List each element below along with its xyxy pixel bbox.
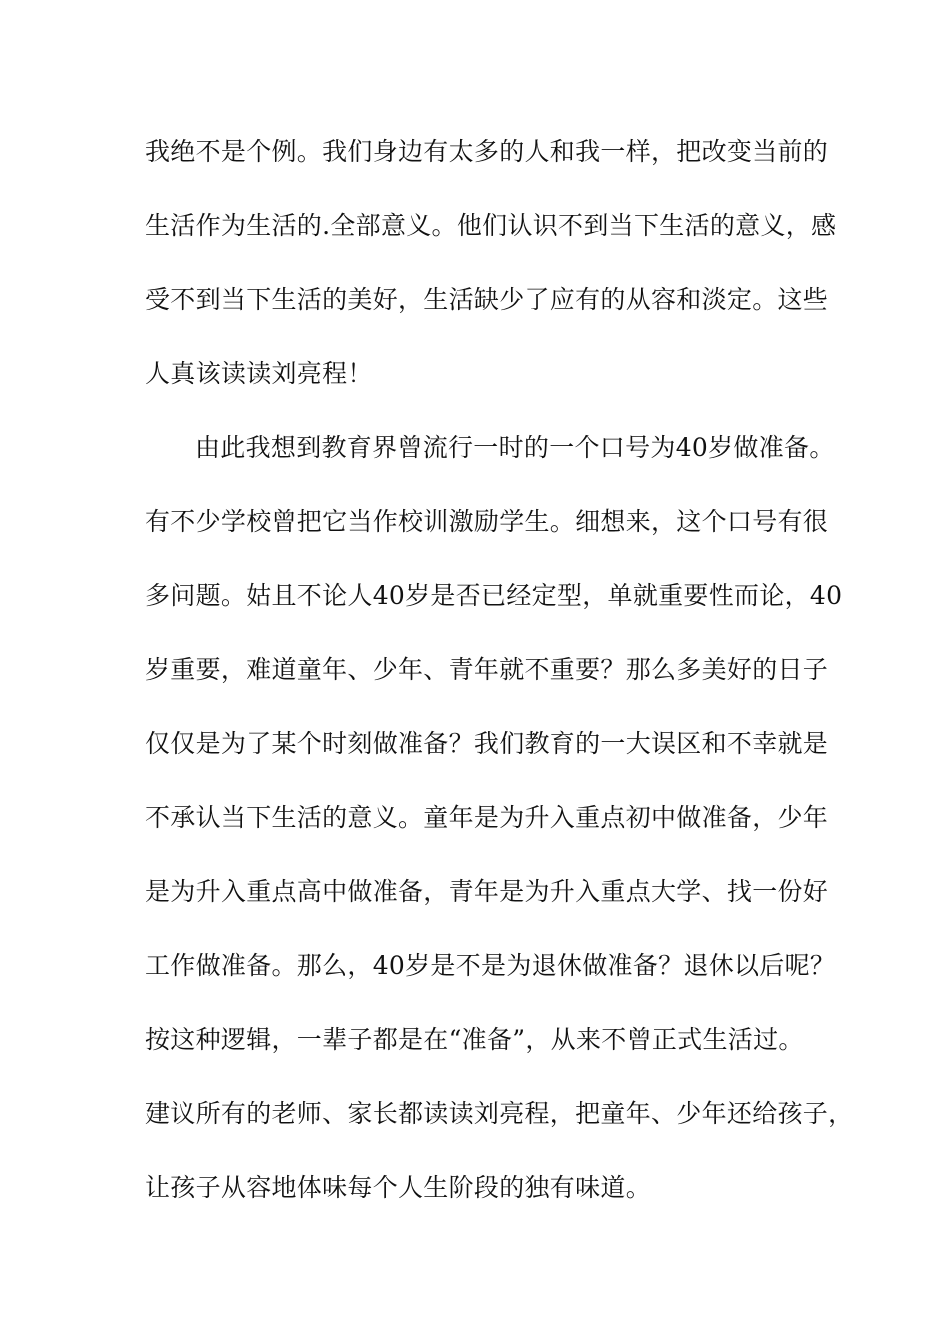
- paragraph-2: [145, 423, 854, 1237]
- text-line: 由此我想到教育界曾流行一时的一个口号为40岁做准备。: [195, 433, 835, 462]
- text-line: 岁重要，难道童年、少年、青年就不重要？那么多美好的日子: [145, 655, 829, 684]
- text-line: 多问题。姑且不论人40岁是否已经定型，单就重要性而论，40: [145, 581, 843, 610]
- text-line: 有不少学校曾把它当作校训激励学生。细想来，这个口号有很: [145, 507, 829, 536]
- text-line: 生活作为生活的.全部意义。他们认识不到当下生活的意义，感: [145, 211, 837, 240]
- text-line: 仅仅是为了某个时刻做准备？我们教育的一大误区和不幸就是: [145, 729, 829, 758]
- text-line: 建议所有的老师、家长都读读刘亮程，把童年、少年还给孩子，: [145, 1099, 854, 1128]
- text-line: 我绝不是个例。我们身边有太多的人和我一样，把改变当前的: [145, 137, 829, 166]
- text-line: 是为升入重点高中做准备，青年是为升入重点大学、找一份好: [145, 877, 829, 906]
- text-line: 按这种逻辑，一辈子都是在“准备”，从来不曾正式生活过。: [145, 1025, 804, 1054]
- text-line: 工作做准备。那么，40岁是不是为退休做准备？退休以后呢？: [145, 951, 836, 980]
- text-line: 让孩子从容地体味每个人生阶段的独有味道。: [145, 1173, 652, 1202]
- text-line: 受不到当下生活的美好，生活缺少了应有的从容和淡定。这些: [145, 285, 829, 314]
- text-line: 不承认当下生活的意义。童年是为升入重点初中做准备，少年: [145, 803, 829, 832]
- paragraph-1: [145, 127, 835, 423]
- text-line: 人真该读读刘亮程！: [145, 359, 373, 388]
- document-body: [145, 127, 854, 1237]
